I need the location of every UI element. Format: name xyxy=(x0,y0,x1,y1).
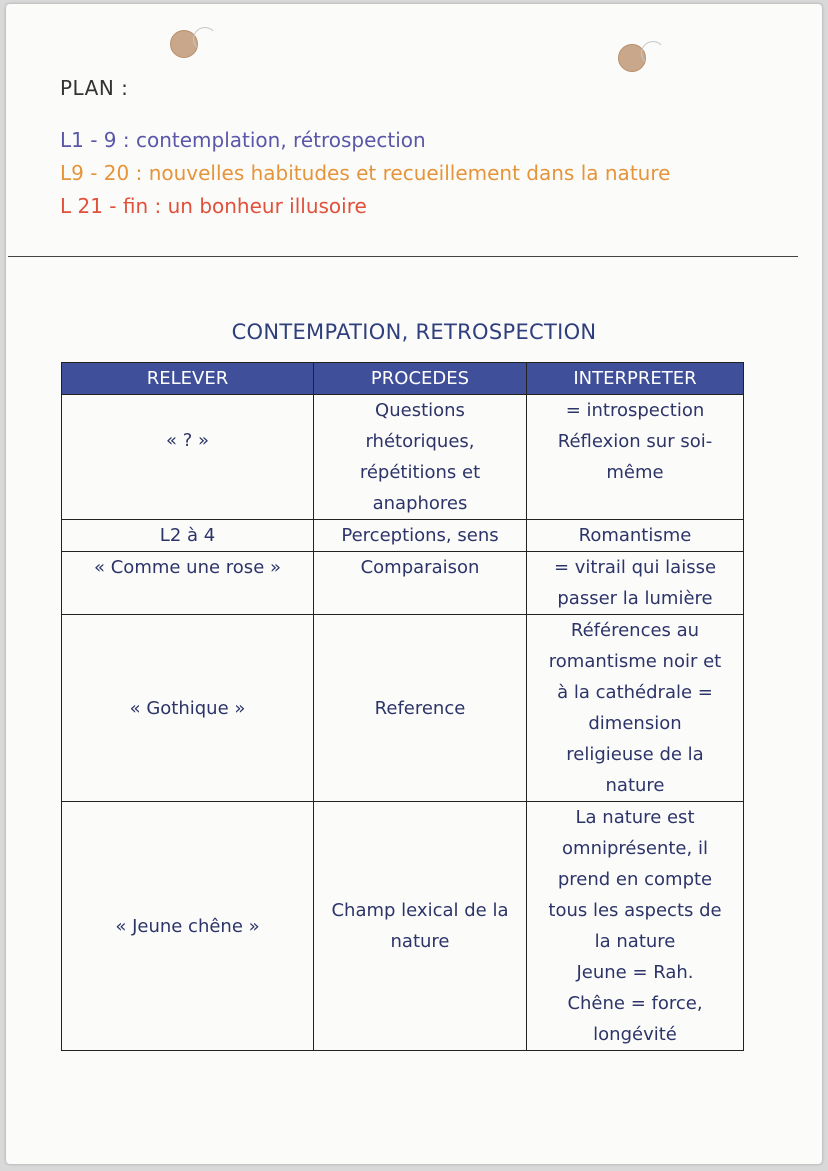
cell-line: Perceptions, sens xyxy=(341,525,499,546)
table-row xyxy=(62,552,744,615)
cell-relever: « Gothique » xyxy=(62,615,314,802)
cell-line: romantisme noir et xyxy=(548,651,722,672)
cell-line: dimension xyxy=(588,713,682,734)
cell-line: Champ lexical de la xyxy=(331,900,509,921)
table-row xyxy=(62,520,744,552)
cell-interpreter xyxy=(527,802,744,1051)
cell-procedes xyxy=(314,552,527,615)
divider-line xyxy=(8,256,798,257)
analysis-table xyxy=(61,362,744,1051)
header-relever: RELEVER xyxy=(62,363,314,395)
cell-line: à la cathédrale = xyxy=(557,682,713,703)
cell-interpreter xyxy=(527,520,744,552)
cell-line: passer la lumière xyxy=(557,588,713,609)
header-procedes: PROCEDES xyxy=(314,363,527,395)
table-row xyxy=(62,395,744,520)
cell-line: Reference xyxy=(374,697,466,719)
plan-title: PLAN : xyxy=(60,76,129,100)
cell-line: Réflexion sur soi- xyxy=(557,431,713,452)
table-row xyxy=(62,802,744,1051)
cell-line: Jeune = Rah. xyxy=(576,962,694,983)
cell-relever: « ? » xyxy=(62,395,314,520)
cell-interpreter xyxy=(527,615,744,802)
plan-line-1: L1 - 9 : contemplation, rétrospection xyxy=(60,128,426,152)
section-title: CONTEMPATION, RETROSPECTION xyxy=(231,320,597,344)
cell-interpreter xyxy=(527,395,744,520)
cell-line: Questions xyxy=(375,400,465,421)
binder-hole-left xyxy=(170,30,198,58)
cell-line: omniprésente, il xyxy=(562,838,708,859)
cell-line: Références au xyxy=(570,620,700,641)
cell-line: La nature est xyxy=(575,807,695,828)
plan-line-3: L 21 - fin : un bonheur illusoire xyxy=(60,194,367,218)
plan-line-2: L9 - 20 : nouvelles habitudes et recueillement dans la nature xyxy=(60,161,671,185)
cell-procedes xyxy=(314,520,527,552)
cell-relever: L2 à 4 xyxy=(62,520,314,552)
cell-line: nature xyxy=(605,775,665,796)
cell-line: = introspection xyxy=(565,400,705,421)
cell-relever: « Jeune chêne » xyxy=(62,802,314,1051)
cell-line: longévité xyxy=(593,1024,677,1045)
cell-line: Chêne = force, xyxy=(567,993,703,1014)
table-row xyxy=(62,615,744,802)
cell-line: répétitions et xyxy=(359,462,481,483)
cell-line: Comparaison xyxy=(360,557,480,578)
cell-line: tous les aspects de xyxy=(548,900,722,921)
cell-line: la nature xyxy=(594,931,676,952)
cell-line: rhétoriques, xyxy=(365,431,475,452)
cell-line: religieuse de la xyxy=(566,744,704,765)
header-interpreter: INTERPRETER xyxy=(527,363,744,395)
cell-line: Romantisme xyxy=(578,525,692,546)
cell-line: prend en compte xyxy=(557,869,713,890)
cell-procedes xyxy=(314,615,527,802)
cell-line: = vitrail qui laisse xyxy=(553,557,717,578)
cell-procedes xyxy=(314,802,527,1051)
cell-interpreter xyxy=(527,552,744,615)
cell-procedes xyxy=(314,395,527,520)
cell-relever: « Comme une rose » xyxy=(62,552,314,615)
cell-line: nature xyxy=(390,931,450,952)
table-header-row xyxy=(62,363,744,395)
note-card xyxy=(6,4,822,1164)
cell-line: anaphores xyxy=(372,493,468,514)
binder-hole-right xyxy=(618,44,646,72)
cell-line: même xyxy=(606,462,664,483)
